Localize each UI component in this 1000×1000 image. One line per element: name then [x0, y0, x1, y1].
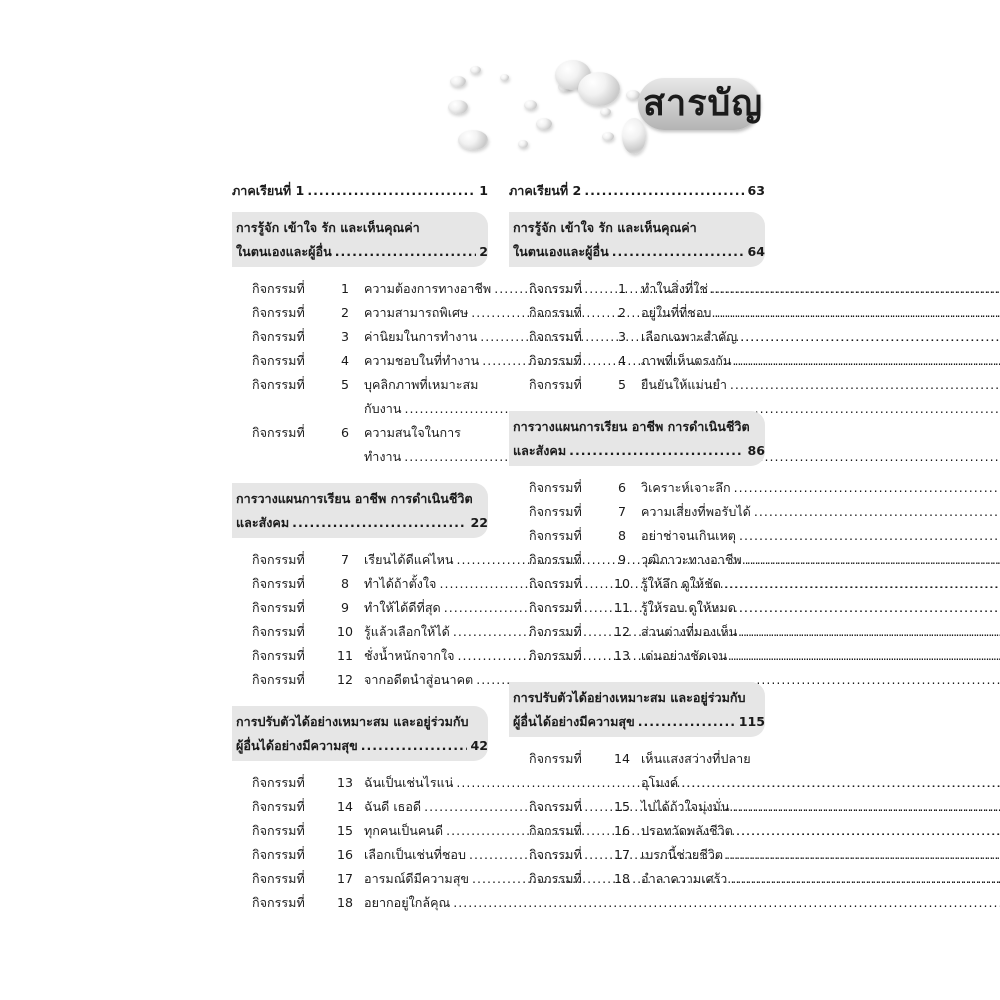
activity-number: 13 [336, 775, 354, 790]
activity-number: 10 [336, 624, 354, 639]
unit-title-line: การวางแผนการเรียน อาชีพ การดำเนินชีวิต [513, 419, 750, 434]
activity-item[interactable] [232, 572, 488, 596]
activity-label: กิจกรรมที่ [529, 504, 582, 519]
activity-item[interactable] [509, 867, 765, 891]
activity-name: บุคลิกภาพที่เหมาะสม [364, 377, 479, 392]
unit-title-line: ผู้อื่นได้อย่างมีความสุข [513, 714, 635, 729]
activity-label: กิจกรรมที่ [529, 528, 582, 543]
activity-name: รู้แล้วเลือกให้ได้ [364, 624, 450, 639]
dot-leader [569, 439, 744, 463]
activity-name-cont: กับงาน [364, 401, 402, 416]
activity-label: กิจกรรมที่ [252, 648, 305, 663]
activity-name: ค่านิยมในการทำงาน [364, 329, 478, 344]
toc-column-semester-2 [509, 178, 765, 905]
dot-leader [730, 373, 1000, 397]
page-number: 64 [747, 244, 765, 259]
water-drop [602, 132, 614, 141]
unit-title-line: และสังคม [236, 515, 290, 530]
activity-number: 1 [617, 281, 626, 296]
activity-list [232, 771, 488, 915]
activity-item[interactable] [509, 500, 765, 524]
activity-number: 9 [617, 552, 626, 567]
activity-label: กิจกรรมที่ [529, 847, 582, 862]
dot-leader [361, 734, 468, 758]
activity-name: ฉันเป็นเช่นไรแน่ [364, 775, 454, 790]
page-number: 42 [470, 738, 488, 753]
activity-label: กิจกรรมที่ [529, 552, 582, 567]
activity-name: ทำในสิ่งที่ใช่ [641, 281, 708, 296]
activity-name: จากอดีตนำสู่อนาคต [364, 672, 474, 687]
semester-heading[interactable] [232, 178, 488, 204]
page-number: 2 [479, 244, 488, 259]
dot-leader [335, 240, 477, 264]
activity-label: กิจกรรมที่ [529, 799, 582, 814]
activity-item[interactable] [232, 548, 488, 572]
activity-label: กิจกรรมที่ [529, 823, 582, 838]
activity-list [232, 277, 492, 469]
activity-name: รู้ให้รอบ ดูให้หมด [641, 600, 736, 615]
activity-item[interactable] [232, 891, 488, 915]
dot-leader [681, 771, 1000, 795]
dot-leader [732, 795, 1000, 819]
activity-label: กิจกรรมที่ [529, 353, 582, 368]
activity-label: กิจกรรมที่ [529, 600, 582, 615]
activity-name: ความสนใจในการ [364, 425, 461, 440]
activity-item[interactable] [232, 843, 488, 867]
activity-item[interactable] [509, 572, 765, 596]
activity-label: กิจกรรมที่ [529, 871, 582, 886]
unit-heading[interactable] [232, 483, 488, 538]
unit-heading[interactable] [509, 682, 765, 737]
dot-leader [739, 596, 1000, 620]
dot-leader [726, 843, 1000, 867]
activity-item[interactable] [232, 795, 488, 819]
dot-leader [730, 644, 1000, 668]
semester-label: ภาคเรียนที่ 1 [232, 183, 305, 198]
activity-item[interactable] [509, 476, 765, 500]
activity-label: กิจกรรมที่ [252, 823, 305, 838]
unit-title-line: การปรับตัวได้อย่างเหมาะสม และอยู่ร่วมกับ [236, 714, 469, 729]
activity-item[interactable] [509, 325, 765, 349]
page-number: 22 [470, 515, 488, 530]
activity-item[interactable] [232, 668, 488, 692]
activity-item[interactable] [232, 771, 488, 795]
activity-name: รู้ให้ลึก ดูให้ชัด [641, 576, 721, 591]
activity-number: 6 [617, 480, 626, 495]
activity-label: กิจกรรมที่ [252, 672, 305, 687]
water-drop [458, 130, 488, 150]
activity-name: เบรกนี้ช่วยชีวิต [641, 847, 724, 862]
dot-leader [735, 349, 1000, 373]
unit-heading[interactable] [509, 212, 765, 267]
dot-leader [584, 178, 744, 204]
activity-item[interactable] [232, 421, 488, 469]
activity-number: 11 [336, 648, 354, 663]
title-decoration [440, 60, 780, 170]
activity-name: อยู่ในที่ที่ชอบ [641, 305, 712, 320]
activity-label: กิจกรรมที่ [252, 281, 305, 296]
activity-number: 12 [613, 624, 631, 639]
activity-list [509, 747, 765, 891]
activity-number: 14 [336, 799, 354, 814]
activity-name: วุฒิภาวะทางอาชีพ [641, 552, 742, 567]
activity-number: 7 [340, 552, 349, 567]
semester-heading[interactable] [509, 178, 765, 204]
activity-name: ไปได้ถ้าใจมุ่งมั่น [641, 799, 730, 814]
activity-name: เลือกเป็นเช่นที่ชอบ [364, 847, 466, 862]
unit-heading[interactable] [509, 411, 765, 466]
water-drop [470, 66, 481, 74]
page-number: 63 [747, 183, 765, 198]
activity-label: กิจกรรมที่ [252, 600, 305, 615]
water-drop [524, 100, 537, 110]
activity-name: ทำได้ถ้าตั้งใจ [364, 576, 437, 591]
activity-number: 12 [336, 672, 354, 687]
activity-number: 17 [336, 871, 354, 886]
activity-item[interactable] [509, 747, 765, 795]
activity-name: เรียนได้ดีแค่ไหน [364, 552, 454, 567]
activity-number: 10 [613, 576, 631, 591]
activity-name: ยืนยันให้แม่นยำ [641, 377, 727, 392]
activity-name: อารมณ์ดีมีความสุข [364, 871, 470, 886]
dot-leader [724, 572, 1000, 596]
activity-item[interactable] [509, 644, 765, 668]
unit-title-line: และสังคม [513, 443, 567, 458]
dot-leader [740, 620, 1000, 644]
activity-name: ความต้องการทางอาชีพ [364, 281, 492, 296]
activity-item[interactable] [509, 373, 765, 397]
activity-number: 2 [617, 305, 626, 320]
activity-name: ความชอบในที่ทำงาน [364, 353, 480, 368]
dot-leader [612, 240, 745, 264]
activity-name-cont: ทำงาน [364, 449, 402, 464]
activity-name: ฉันดี เธอดี [364, 799, 422, 814]
activity-label: กิจกรรมที่ [529, 377, 582, 392]
page-number: 115 [738, 714, 765, 729]
water-drop [518, 140, 528, 148]
page-title: สารบัญ [643, 83, 764, 124]
activity-item[interactable] [509, 819, 765, 843]
activity-item[interactable] [232, 325, 488, 349]
activity-item[interactable] [509, 596, 765, 620]
activity-item[interactable] [232, 867, 488, 891]
activity-number: 9 [340, 600, 349, 615]
dot-leader [734, 476, 1000, 500]
activity-number: 7 [617, 504, 626, 519]
activity-label: กิจกรรมที่ [252, 552, 305, 567]
water-drop [500, 74, 509, 81]
activity-label: กิจกรรมที่ [529, 576, 582, 591]
activity-number: 2 [340, 305, 349, 320]
activity-number: 4 [340, 353, 349, 368]
activity-name: ชั่งน้ำหนักจากใจ [364, 648, 455, 663]
activity-item[interactable] [509, 795, 765, 819]
activity-name: ความเสี่ยงที่พอรับได้ [641, 504, 751, 519]
unit-title-line: การวางแผนการเรียน อาชีพ การดำเนินชีวิต [236, 491, 473, 506]
activity-name: ความสามารถพิเศษ [364, 305, 469, 320]
activity-label: กิจกรรมที่ [252, 799, 305, 814]
activity-label: กิจกรรมที่ [529, 751, 582, 766]
activity-label: กิจกรรมที่ [529, 281, 582, 296]
activity-list [509, 277, 765, 397]
dot-leader [740, 325, 1000, 349]
activity-name: เด่นอย่างชัดเจน [641, 648, 728, 663]
water-drop [578, 72, 620, 106]
activity-label: กิจกรรมที่ [252, 871, 305, 886]
activity-name: วิเคราะห์เจาะลึก [641, 480, 731, 495]
dot-leader [745, 548, 1000, 572]
activity-list [509, 476, 765, 668]
semester-label: ภาคเรียนที่ 2 [509, 183, 582, 198]
activity-name: ทำให้ได้ดีที่สุด [364, 600, 441, 615]
activity-label: กิจกรรมที่ [252, 624, 305, 639]
unit-title-line: ในตนเองและผู้อื่น [236, 244, 332, 259]
activity-item[interactable] [232, 644, 488, 668]
water-drop [600, 108, 611, 116]
activity-number: 8 [617, 528, 626, 543]
activity-label: กิจกรรมที่ [529, 329, 582, 344]
unit-title-line: การปรับตัวได้อย่างเหมาะสม และอยู่ร่วมกับ [513, 690, 746, 705]
activity-name: ภาพที่เห็นตรงกัน [641, 353, 732, 368]
activity-name: เห็นแสงสว่างที่ปลาย [641, 751, 751, 766]
activity-number: 15 [336, 823, 354, 838]
activity-item[interactable] [509, 620, 765, 644]
activity-item[interactable] [509, 524, 765, 548]
activity-number: 17 [613, 847, 631, 862]
activity-item[interactable] [509, 548, 765, 572]
activity-number: 18 [336, 895, 354, 910]
activity-label: กิจกรรมที่ [252, 775, 305, 790]
unit-title-line: การรู้จัก เข้าใจ รัก และเห็นคุณค่า [236, 220, 420, 235]
activity-number: 5 [340, 377, 349, 392]
activity-number: 15 [613, 799, 631, 814]
dot-leader [714, 301, 1000, 325]
activity-list [232, 548, 488, 692]
activity-item[interactable] [509, 277, 765, 301]
activity-item[interactable] [509, 301, 765, 325]
page-number: 86 [747, 443, 765, 458]
activity-number: 6 [340, 425, 349, 440]
activity-item[interactable] [232, 349, 488, 373]
activity-label: กิจกรรมที่ [252, 329, 305, 344]
activity-label: กิจกรรมที่ [252, 305, 305, 320]
activity-item[interactable] [232, 819, 488, 843]
activity-label: กิจกรรมที่ [529, 305, 582, 320]
activity-number: 1 [340, 281, 349, 296]
unit-title-line: การรู้จัก เข้าใจ รัก และเห็นคุณค่า [513, 220, 697, 235]
dot-leader [739, 524, 1000, 548]
dot-leader [730, 867, 1000, 891]
water-drop [536, 118, 552, 130]
activity-name: อำลาความเศร้า [641, 871, 728, 886]
activity-number: 5 [617, 377, 626, 392]
water-drop [448, 100, 468, 114]
activity-label: กิจกรรมที่ [252, 377, 305, 392]
activity-name: เลือกเฉพาะสำคัญ [641, 329, 738, 344]
activity-label: กิจกรรมที่ [252, 847, 305, 862]
activity-label: กิจกรรมที่ [252, 895, 305, 910]
activity-number: 4 [617, 353, 626, 368]
unit-title-line: ในตนเองและผู้อื่น [513, 244, 609, 259]
activity-name: อยากอยู่ใกล้คุณ [364, 895, 451, 910]
activity-number: 3 [617, 329, 626, 344]
dot-leader [736, 819, 1000, 843]
activity-item[interactable] [232, 596, 488, 620]
activity-item[interactable] [232, 301, 488, 325]
activity-number: 11 [613, 600, 631, 615]
unit-title-line: ผู้อื่นได้อย่างมีความสุข [236, 738, 358, 753]
activity-item[interactable] [232, 373, 488, 421]
activity-item[interactable] [232, 277, 492, 301]
activity-name-cont: อุโมงค์ [641, 775, 679, 790]
unit-heading[interactable] [232, 706, 488, 761]
activity-item[interactable] [509, 349, 765, 373]
page-number: 1 [479, 183, 488, 198]
activity-label: กิจกรรมที่ [252, 576, 305, 591]
activity-number: 16 [336, 847, 354, 862]
activity-label: กิจกรรมที่ [529, 480, 582, 495]
activity-number: 3 [340, 329, 349, 344]
activity-name: ปรอทวัดพลังชีวิต [641, 823, 733, 838]
dot-leader [307, 178, 476, 204]
activity-number: 16 [613, 823, 631, 838]
activity-name: ทุกคนเป็นคนดี [364, 823, 444, 838]
dot-leader [292, 511, 467, 535]
activity-label: กิจกรรมที่ [252, 353, 305, 368]
activity-number: 18 [613, 871, 631, 886]
activity-item[interactable] [232, 620, 488, 644]
dot-leader [638, 710, 736, 734]
activity-number: 13 [613, 648, 631, 663]
unit-heading[interactable] [232, 212, 488, 267]
toc-column-semester-1 [232, 178, 492, 929]
activity-label: กิจกรรมที่ [529, 648, 582, 663]
activity-number: 8 [340, 576, 349, 591]
water-drop [450, 76, 466, 87]
activity-item[interactable] [509, 843, 765, 867]
activity-name: อย่าช่าจนเกินเหตุ [641, 528, 736, 543]
dot-leader [711, 277, 1000, 301]
activity-label: กิจกรรมที่ [529, 624, 582, 639]
activity-name: ส่วนต่างที่มองเห็น [641, 624, 738, 639]
dot-leader [754, 500, 1000, 524]
activity-label: กิจกรรมที่ [252, 425, 305, 440]
activity-number: 14 [613, 751, 631, 766]
